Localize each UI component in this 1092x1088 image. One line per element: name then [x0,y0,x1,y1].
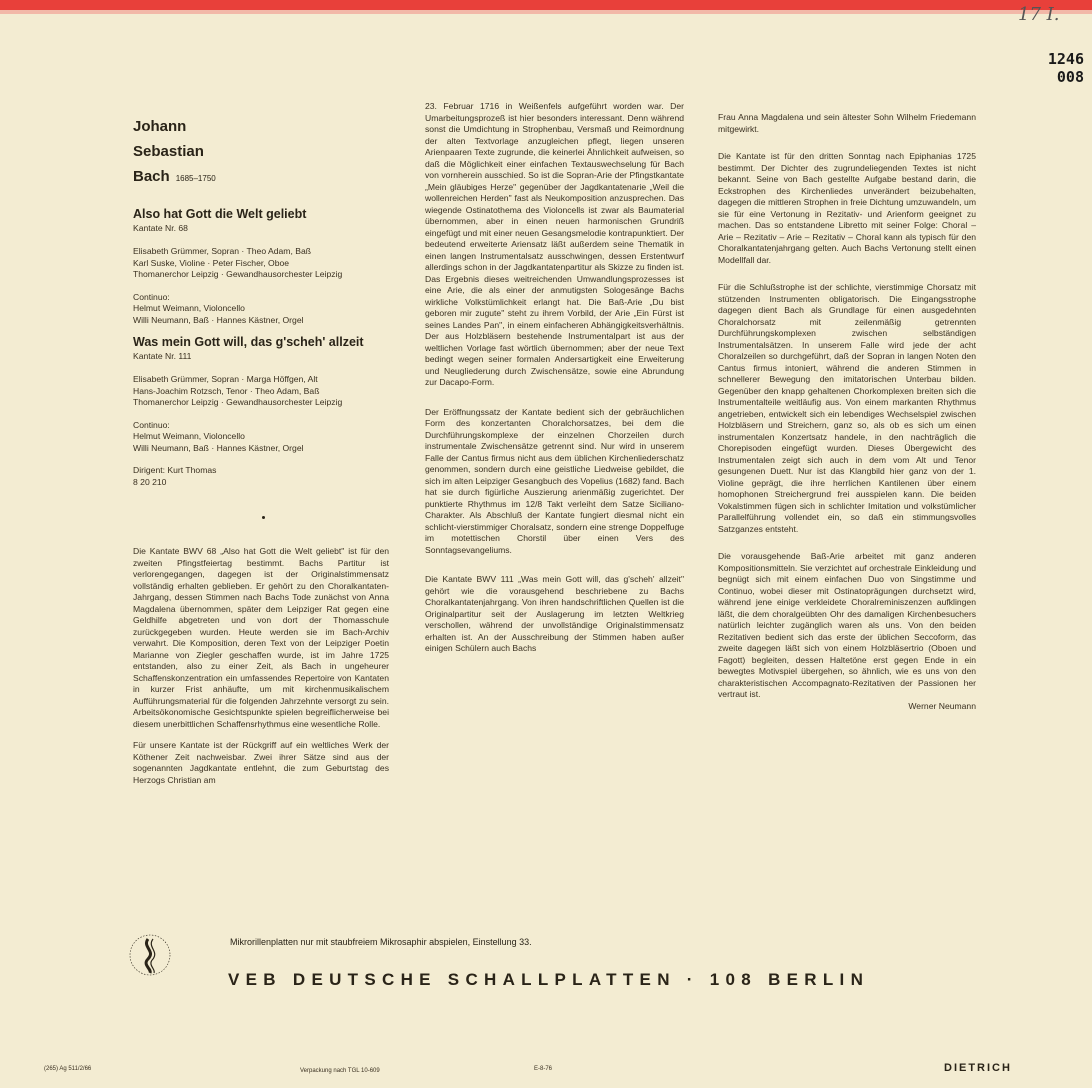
label-logo-icon [128,933,172,977]
composer-years: 1685–1750 [175,174,216,183]
record-number: 8 20 210 [133,476,167,487]
paragraph: Die Kantate ist für den dritten Sonntag nach Epiphanias 1725 bestimmt. Der Dichter des zugrundeliegenden Textes ist nicht bekannt. Seine von Bach gestellte Aufgabe bestand darin, die Eckstrophen des Kirchenliedes unverändert beizubehalten, dagegen die mittleren Strophen in freie Dichtung umzuwandeln, um sie für eine Vertonung in Rezitativ- und Arienform geeignet zu machen. Das so entstandene Libretto mit seiner Folge: Choral – Arie – Rezitativ – Arie – Rezitativ – Choral kann als typisch für den Choralkantatenjahrgang gelten. Auch Bachs Vertonung stellt einen Modellfall dar. [718,151,976,265]
composer-last-name: Bach [133,168,170,185]
work2-title: Was mein Gott will, das g'scheh' allzeit [133,335,364,349]
paragraph: Für die Schlußstrophe ist der schlichte, vierstimmige Chorsatz mit stützenden Instrumenten obligatorisch. Die Eingangsstrophe dagegen dient Bach als Grundlage für einen ausgedehnten Choralchorsatz mit zeilenmäßig getrennten Durchführungskomplexen zwischen selbständigen Instrumentalsätzen. In unserem Falle wird jede der acht Choralzeilen so durchgeführt, daß der Sopran in langen Noten den Cantus firmus intoniert, während die anderen Stimmen in schnellerer Bewegung den imitatorischen Unterbau bilden. Gegenüber den knapp gehaltenen Chorkomplexen breiten sich die Instrumentalteile weitläufig aus. Von einem markanten Rhythmus angetrieben, entwickelt sich ein lebendiges Wechselspiel zwischen Holzbläsern und Streichern, ganz so, als ob es sich um einen instrumentalen Konzertsatz handele, in den nachträglich die Chorepisoden eingefügt wurden. Dieses Übergewicht des Instrumentalen zeigt sich auch in dem vom Alt und Tenor gesungenen Duett. Nur ist das Klangbild hier ganz von der 1. Violine geprägt, die ihre herrlichen Kantilenen über einem homophonen Streichergrund frei ausspielen kann. Die beiden Vokalstimmen fügen sich in schlichter Imitation und volkstümlicher Parallelführung vollendet ein, so daß ein stimmungsvolles Satzganzes entsteht. [718,282,976,534]
catalog-number-line1: 1246 [1047,50,1084,68]
top-color-stripe [0,0,1092,10]
performer-line: Hans-Joachim Rotzsch, Tenor · Theo Adam, Baß [133,385,320,396]
conductor: Dirigent: Kurt Thomas [133,465,217,475]
composer-first-name: Johann [133,118,187,135]
work1-subtitle: Kantate Nr. 68 [133,222,188,233]
catalog-number-line2: 008 [1056,68,1084,86]
paragraph: Die Kantate BWV 111 „Was mein Gott will, das g'scheh' allzeit" gehört wie die vorausgehend beschriebene zu Bachs Choralkantatenjahrgang. Von ihren handschriftlichen Quellen ist die Originalpartitur seit der Auslagerung im letzten Weltkrieg verschollen, während der unvollständige Originalstimmensatz erhalten ist. An der Ausschreibung der Stimmen haben außer einigen Schülern auch Bachs [425,574,684,653]
performer-line: Elisabeth Grümmer, Sopran · Marga Höffgen, Alt [133,374,318,384]
paragraph: Die vorausgehende Baß-Arie arbeitet mit ganz anderen Kompositionsmitteln. Sie verzichtet auf orchestrale Einkleidung und begnügt sich mit einem einfachen Duo von Singstimme und Continuo, wobei dieser mit Ostinatoprägungen durchsetzt wird, während jene einige verkleidete Choralreminiszenzen aufklingen läßt, die dem choralgeübten Ohr des damaligen Kirchenbesuchers natürlich leichter zugänglich waren als uns. Von den beiden Rezitativen bedient sich das erste der üblichen Seccoform, das zweite dagegen läßt sich von einem Holzbläsertrio (Oboen und Fagott) begleiten, dessen Haltetöne erst gegen Ende in ein bewegtes Motivspiel übergehen, so ähnlich, wie es uns von den charakteristischen Accompagnato-Rezitativen der Passionen her vertraut ist. [718,551,976,699]
author-signature: Werner Neumann [908,700,976,711]
work2-subtitle: Kantate Nr. 111 [133,350,192,361]
continuo-line: Helmut Weimann, Violoncello [133,431,245,441]
work1-continuo [133,292,389,327]
top-color-stripe-fade [0,10,1092,14]
performer-line: Thomanerchor Leipzig · Gewandhausorchester Leipzig [133,269,343,279]
edition-code: E-8-76 [534,1066,553,1072]
paragraph: Für unsere Kantate ist der Rückgriff auf ein weltliches Werk der Köthener Zeit nachweisbar. Zwei ihrer Sätze sind aus der sogenannten Jagdkantate entlehnt, die zum Geburtstag des Herzogs Christian am [133,740,389,785]
performer-line: Thomanerchor Leipzig · Gewandhausorchester Leipzig [133,397,343,407]
paragraph: Frau Anna Magdalena und sein ältester Sohn Wilhelm Friedemann mitgewirkt. [718,112,976,134]
microgroove-note: Mikrorillenplatten nur mit staubfreiem Mikrosaphir abspielen, Einstellung 33. [230,937,532,947]
composer-name [133,114,389,191]
decorative-dot [262,516,265,519]
packaging-note: Verpackung nach TGL 10-609 [300,1068,380,1074]
continuo-line: Helmut Weimann, Violoncello [133,303,245,313]
composer-middle-name: Sebastian [133,143,204,160]
company-name: VEB DEUTSCHE SCHALLPLATTEN · 108 BERLIN [228,970,870,989]
continuo-line: Willi Neumann, Baß · Hannes Kästner, Orgel [133,442,304,453]
column-left [133,114,389,488]
continuo-line: Continuo: [133,291,170,302]
paragraph: Der Eröffnungssatz der Kantate bedient sich der gebräuchlichen Form des konzertanten Choralchorsatzes, bei dem die Durchführungskomplexe der einzelnen Chorzeilen durch instrumentale Zwischensätze getrennt sind. Nur wird in unserem Falle der Cantus firmus nicht aus dem üblichen Kirchenliederschatz genommen, sondern durch eine geistliche Liedweise gebildet, die sich im alten Leipziger Gesangbuch des Vopelius (1682) fand. Bach hat sie durch figürliche Auszierung arienmäßig zugerichtet. Der punktierte Rhythmus im 12/8 Takt verleiht dem Satze Siciliano-Charakter. Als Abschluß der Kantate fungiert diesmal nicht ein schlicht-vierstimmiger Choralsatz, sondern eine strenge Doppelfuge im motettischen Chorstil über einen Vers des Sonntagsevangeliums. [425,406,684,555]
paragraph: Die Kantate BWV 68 „Also hat Gott die Welt geliebt" ist für den zweiten Pfingstfeiertag bestimmt. Bachs Partitur ist verlorengegangen, dagegen ist der Originalstimmensatz vollständig erhalten geblieben. Er gehört zu den Choralkantaten-Jahrgang, dessen Stimmen nach Bachs Tode zunächst von Anna Magdalena übernommen, später dem Leipziger Rat gegen eine Geldhilfe abgetreten und von dort der Thomasschule zurückgegeben wurden. Heute werden sie im Bach-Archiv verwahrt. Die Komposition, deren Text von der Leipziger Poetin Marianne von Ziegler geschaffen wurde, ist im Jahre 1725 entstanden, also zu einer Zeit, als Bach in ungeheurer Schaffenskonzentration ein umfassendes Repertoire von Kantaten in kurzer Frist anhäufte, um mit kirchenmusikalischem Aufführungsmaterial für die folgenden Jahrzehnte versorgt zu sein. Arbeitsökonomische Gesichtspunkte spielen begreiflicherweise bei diesem unerbittlichen Schaffensrhythmus eine wesentliche Rolle. [133,546,389,729]
print-code: (265) Ag 511/2/66 [44,1066,92,1072]
work2-performers [133,374,389,409]
handwritten-note: 17 I. [1018,4,1060,25]
continuo-line: Willi Neumann, Baß · Hannes Kästner, Orgel [133,314,304,325]
column-right [718,112,976,712]
column-middle [425,101,684,665]
continuo-line: Continuo: [133,419,170,430]
catalog-number [1048,50,1084,86]
work1-performers [133,246,389,281]
work2-continuo [133,420,389,455]
work1-title: Also hat Gott die Welt geliebt [133,207,307,221]
printer-name: DIETRICH [944,1062,1012,1074]
column-left-text [133,546,389,796]
performer-line: Elisabeth Grümmer, Sopran · Theo Adam, Baß [133,246,312,256]
performer-line: Karl Suske, Violine · Peter Fischer, Oboe [133,257,290,268]
paragraph: 23. Februar 1716 in Weißenfels aufgeführt worden war. Der Umarbeitungsprozeß ist hier besonders interessant. Denn während sonst die Umdichtung in Strophenbau, Versmaß und Reimordnung der alten Textvorlage anzugleichen pflegt, liegen unseren Arienpaaren Texte zugrunde, die keinerlei Ähnlichkeit aufweisen, so daß die Möglichkeit einer einfachen Textauswechselung für Bach von vornherein ausschied. So ist die Sopran-Arie der Pfingstkantate „Mein gläubiges Herze" gegenüber der Jagdkantatenarie „Weil die wollenreichen Herden" fast als Neukomposition anzusprechen. Das wiegende Ostinatothema des Violoncells ist zwar als Baumaterial übernommen, aber in einen neuen harmonischen Grundriß eingefügt und mit einer neuen Gesangsmelodie kontrapunktiert. Der bedeutend erweiterte Ariensatz läßt außerdem seine Thematik in einen langen Instrumentalsatz ausschwingen, dessen Erstentwurf allerdings schon in der Jagdkantatenpartitur als Skizze zu finden ist. Das Ergebnis dieses weitreichenden Umwandlungsprozesses ist eine Arie, die als einer der anmutigsten Sologesänge Bachs wirkliche Volkstümlichkeit erlangt hat. Die Baß-Arie „Du bist geboren mir zugute" steht zu ihrem Vorbild, der Arie „Ein Fürst ist seines Landes Pan", in einem einfacheren Abhängigkeitsverhältnis. Der aus Holzbläsern bestehende Instrumentalpart ist aus der weltlichen Vorlage fast wörtlich übernommen; aber der neue Text bedingt wegen seiner formalen Andersartigkeit eine Erweiterung und Neugliederung durch Zwischensätze, sowie eine Abrundung zur Dacapo-Form. [425,101,684,387]
